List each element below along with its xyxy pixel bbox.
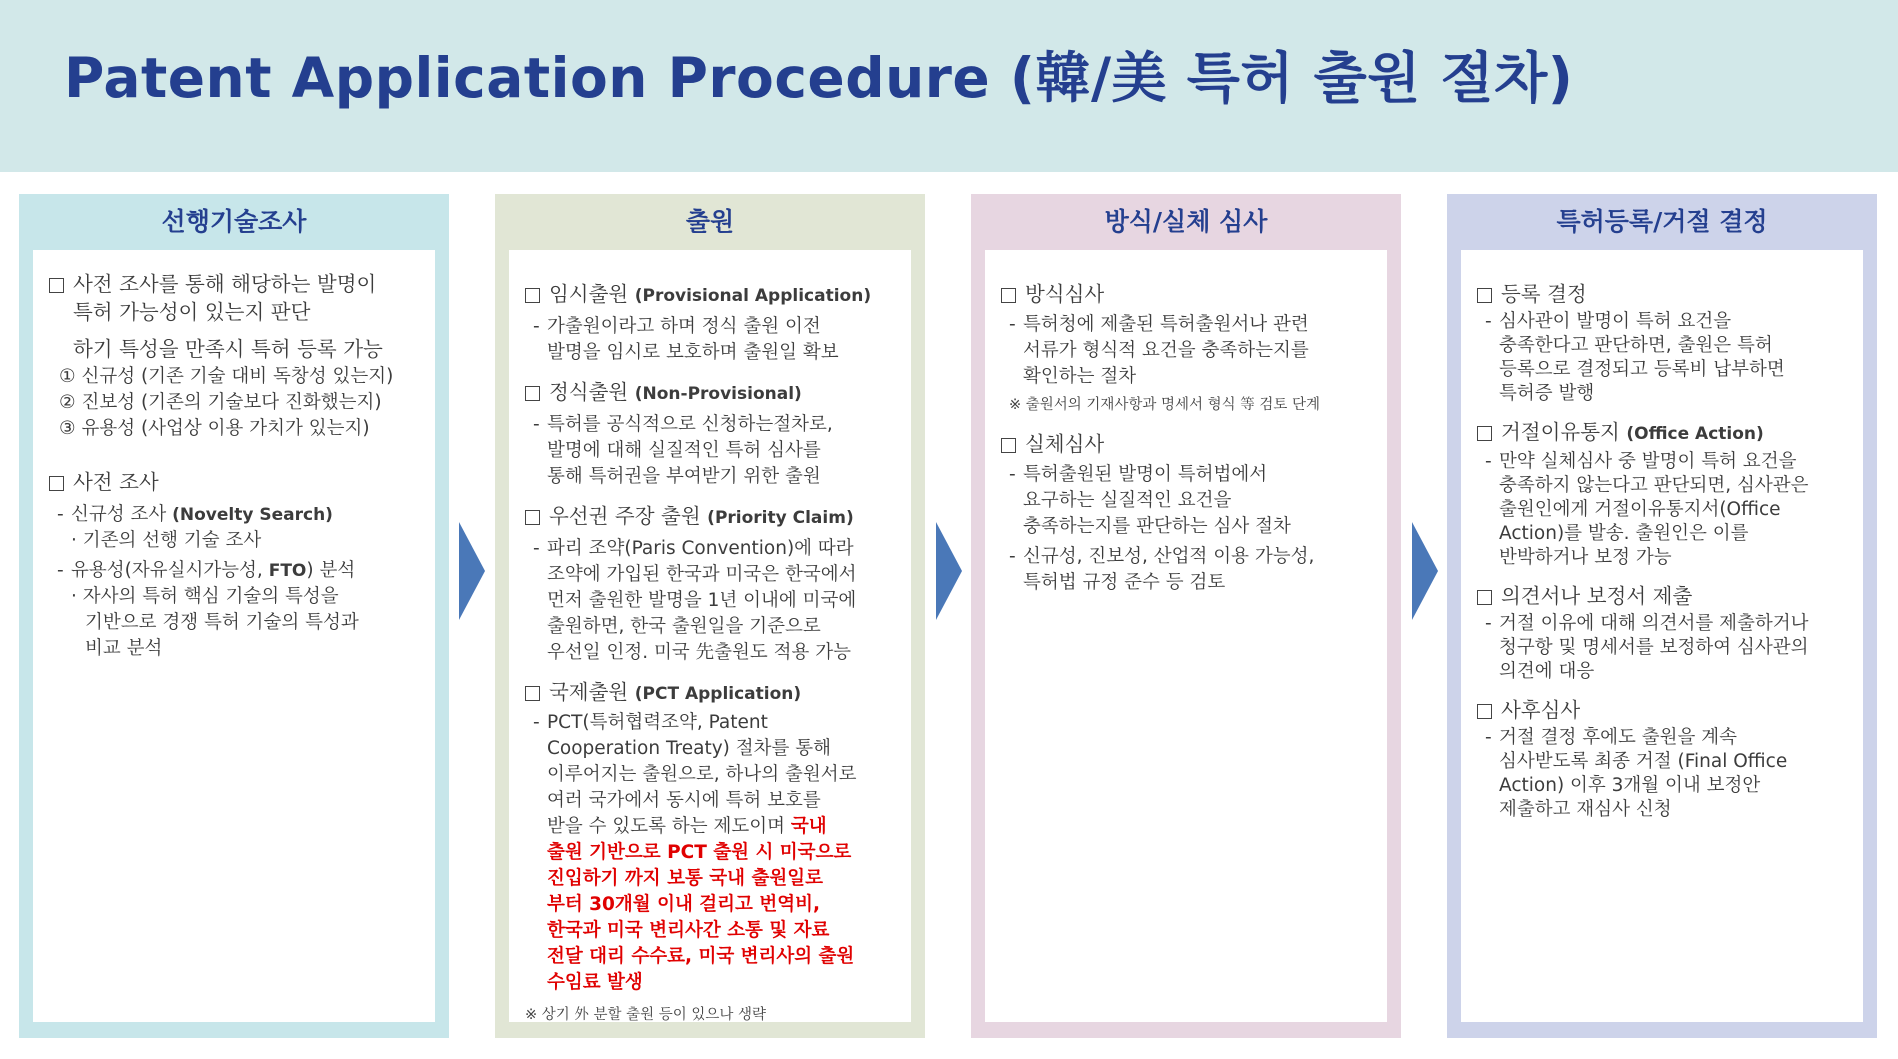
checkbox-icon xyxy=(1001,438,1016,453)
column-decision xyxy=(1447,194,1877,1038)
sub-bullet-cont: 기반으로 경쟁 특허 기술의 특성과 xyxy=(85,612,359,633)
column-examination xyxy=(971,194,1401,1038)
footnote: ※ 출원서의 기재사항과 명세서 형식 等 검토 단계 xyxy=(1009,397,1321,413)
section-title: 사후심사 xyxy=(1477,696,1851,724)
column-prior-art-search xyxy=(19,194,449,1038)
checkbox-icon xyxy=(1477,590,1492,605)
arrow-right-icon xyxy=(1412,522,1438,620)
bullet-item: - PCT(특허협력조약, Patent Cooperation Treaty) 절차를 통해 이루어지는 출원으로, 하나의 출원서로 여러 국가에서 동시에 특허 보호를 받을 수 있도록 하는 제도이며 국내 출원 기반으로 PCT 출원 시 미국으로 진입하기 까지 보통 국내 출원일로 부터 30개월 이내 걸리고 번역비, 한국과 미국 변리사간 소통 및 자료 전달 대리 수수료, 미국 변리사의 출원 수임료 발생 xyxy=(525,710,899,996)
bullet-item: - 파리 조약(Paris Convention)에 따라 조약에 가입된 한국과 미국은 한국에서 먼저 출원한 발명을 1년 이내에 미국에 출원하면, 한국 출원일을 기준으로 우선일 인정. 미국 先출원도 적용 가능 xyxy=(533,538,857,663)
list-item: ② 진보성 (기존의 기술보다 진화했는지) xyxy=(59,392,382,413)
bullet-item: - 특허청에 제출된 특허출원서나 관련 서류가 형식적 요건을 충족하는지를 확인하는 절차 xyxy=(1009,314,1309,387)
bullet-item: - 신규성, 진보성, 산업적 이용 가능성, 특허법 규정 준수 등 검토 xyxy=(1009,546,1315,593)
arrow-right-icon xyxy=(459,522,485,620)
checkbox-icon xyxy=(1477,704,1492,719)
bullet-item: - 심사관이 발명이 특허 요건을 충족한다고 판단하면, 출원은 특허 등록으로 결정되고 등록비 납부하면 특허증 발행 xyxy=(1485,311,1785,404)
section-title: 우선권 주장 출원 (Priority Claim) xyxy=(525,502,899,532)
page-title: Patent Application Procedure (韓/美 특허 출원 절차) xyxy=(64,46,1574,110)
section-title: 거절이유통지 (Office Action) xyxy=(1477,418,1851,448)
bullet-item: - 특허출원된 발명이 특허법에서 요구하는 실질적인 요건을 충족하는지를 판단하는 심사 절차 xyxy=(1009,464,1291,537)
column-card xyxy=(33,250,435,1022)
column-application xyxy=(495,194,925,1038)
sub-bullet-cont: 비교 분석 xyxy=(85,638,163,659)
highlight-text: 수임료 발생 xyxy=(547,972,643,993)
column-card xyxy=(985,250,1387,1022)
bullet-item: - 거절 이유에 대해 의견서를 제출하거나 청구항 및 명세서를 보정하여 심사관의 의견에 대응 xyxy=(1485,613,1809,682)
column-card xyxy=(509,250,911,1022)
bullet-item: - 유용성(자유실시가능성, FTO) 분석 xyxy=(57,560,356,581)
column-header: 출원 xyxy=(685,207,735,236)
checkbox-icon xyxy=(49,476,64,491)
checkbox-icon xyxy=(1001,288,1016,303)
highlight-text: 진입하기 까지 보통 국내 출원일로 xyxy=(547,868,823,889)
section-title: 실체심사 xyxy=(1001,430,1375,458)
highlight-text: 부터 30개월 이내 걸리고 번역비, xyxy=(547,894,820,915)
section-title: 사전 조사를 통해 해당하는 발명이 특허 가능성이 있는지 판단 xyxy=(49,270,423,326)
footnote: ※ 상기 外 분할 출원 등이 있으나 생략 xyxy=(525,1007,767,1022)
arrow-right-icon xyxy=(936,522,962,620)
section-title: 정식출원 (Non-Provisional) xyxy=(525,378,899,408)
checkbox-icon xyxy=(1477,288,1492,303)
highlight-text: 국내 xyxy=(790,816,827,837)
sub-bullet: · 기존의 선행 기술 조사 xyxy=(71,530,262,551)
section-title: 등록 결정 xyxy=(1477,280,1851,308)
checkbox-icon xyxy=(1477,426,1492,441)
column-header: 선행기술조사 xyxy=(161,207,307,236)
bullet-item: - 신규성 조사 (Novelty Search) xyxy=(57,504,333,525)
checkbox-icon xyxy=(525,686,540,701)
bullet-item: - 만약 실체심사 중 발명이 특허 요건을 충족하지 않는다고 판단되면, 심사관은 출원인에게 거절이유통지서(Office Action)를 발송. 출원인은 이를 반박하거나 보정 가능 xyxy=(1485,451,1809,568)
checkbox-icon xyxy=(525,386,540,401)
bullet-item: - 특허를 공식적으로 신청하는절차로, 발명에 대해 실질적인 특허 심사를 통해 특허권을 부여받기 위한 출원 xyxy=(533,414,833,487)
checkbox-icon xyxy=(525,510,540,525)
list-item: ① 신규성 (기존 기술 대비 독창성 있는지) xyxy=(59,366,394,387)
section-title: 사전 조사 xyxy=(49,468,423,496)
highlight-text: 출원 기반으로 PCT 출원 시 미국으로 xyxy=(547,842,852,863)
sub-bullet: · 자사의 특허 핵심 기술의 특성을 xyxy=(71,586,339,607)
bullet-item: - 가출원이라고 하며 정식 출원 이전 발명을 임시로 보호하며 출원일 확보 xyxy=(533,316,839,363)
checkbox-icon xyxy=(525,288,540,303)
column-header: 방식/실체 심사 xyxy=(1104,207,1268,236)
section-title: 임시출원 (Provisional Application) xyxy=(525,280,899,310)
highlight-text: 한국과 미국 변리사간 소통 및 자료 xyxy=(547,920,830,941)
bullet-item: - 거절 결정 후에도 출원을 계속 심사받도록 최종 거절 (Final Office Action) 이후 3개월 이내 보정안 제출하고 재심사 신청 xyxy=(1485,727,1788,820)
section-title: 국제출원 (PCT Application) xyxy=(525,678,899,708)
column-card xyxy=(1461,250,1863,1022)
section-title: 의견서나 보정서 제출 xyxy=(1477,582,1851,610)
list-item: ③ 유용성 (사업상 이용 가치가 있는지) xyxy=(59,418,370,439)
section-title: 방식심사 xyxy=(1001,280,1375,308)
checkbox-icon xyxy=(49,278,64,293)
requirement-line: 하기 특성을 만족시 특허 등록 가능 xyxy=(73,337,383,361)
column-header: 특허등록/거절 결정 xyxy=(1556,207,1768,236)
highlight-text: 전달 대리 수수료, 미국 변리사의 출원 xyxy=(547,946,855,967)
